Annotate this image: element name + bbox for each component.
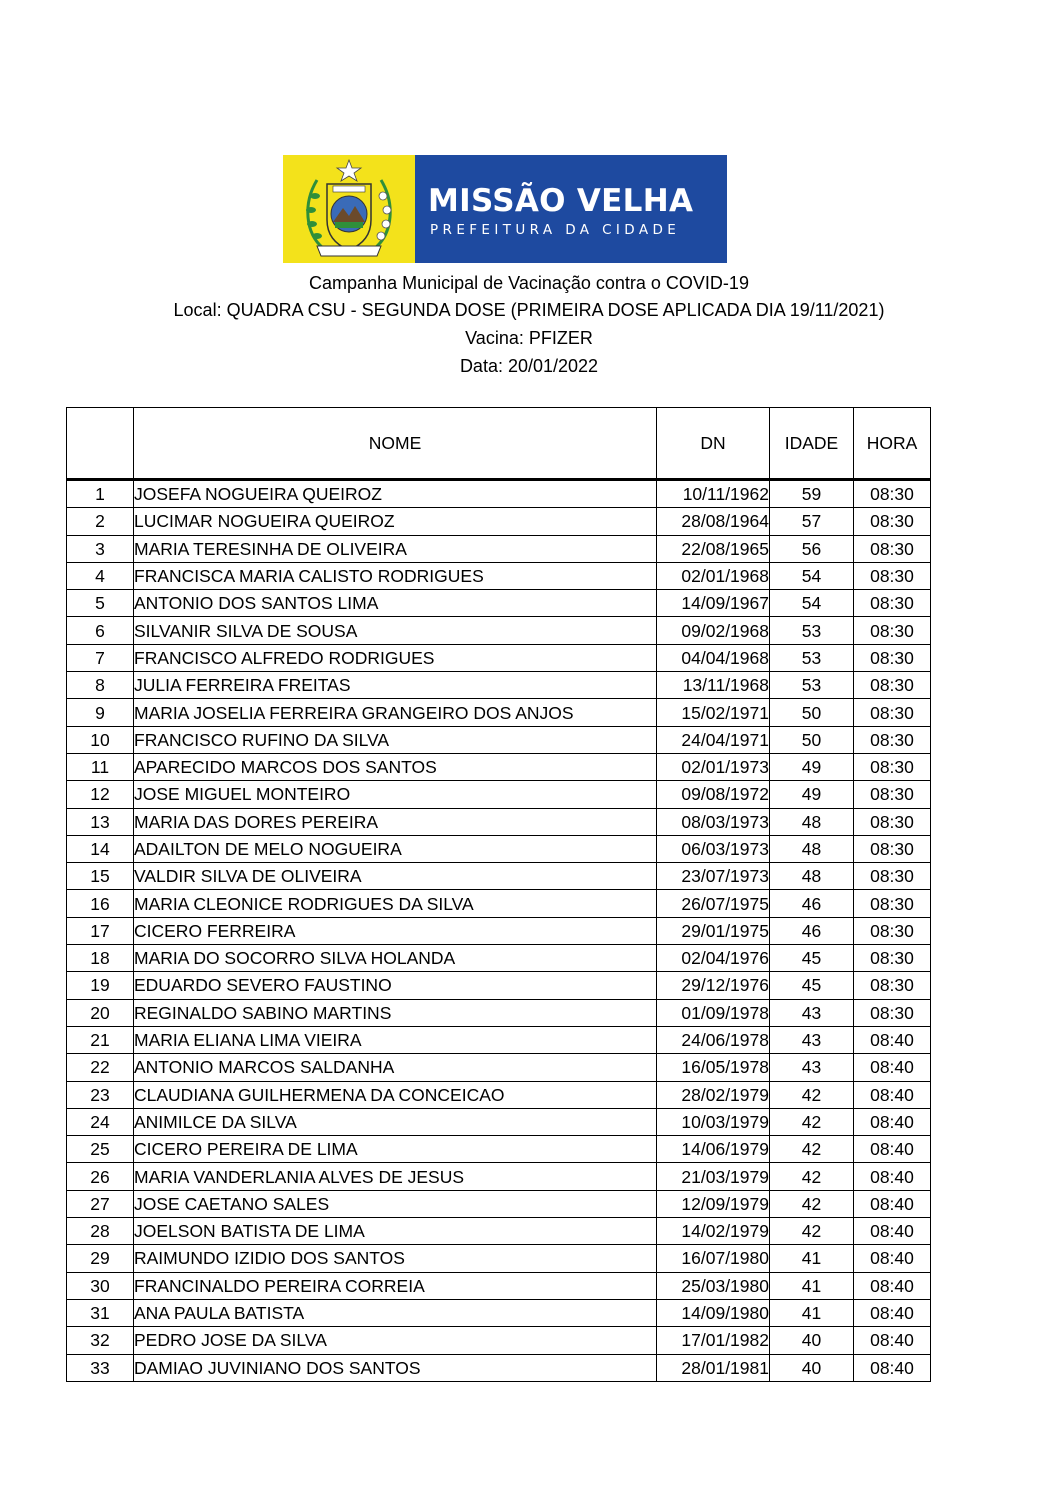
row-number: 20 — [67, 999, 134, 1026]
person-name: CICERO FERREIRA — [134, 917, 657, 944]
column-header-dn: DN — [657, 408, 770, 480]
table-row — [67, 1218, 931, 1245]
age: 46 — [770, 917, 854, 944]
table-row — [67, 672, 931, 699]
row-number: 8 — [67, 672, 134, 699]
birth-date: 02/01/1968 — [657, 562, 770, 589]
birth-date: 16/05/1978 — [657, 1054, 770, 1081]
person-name: JOSEFA NOGUEIRA QUEIROZ — [134, 480, 657, 508]
age: 49 — [770, 753, 854, 780]
row-number: 28 — [67, 1218, 134, 1245]
row-number: 6 — [67, 617, 134, 644]
person-name: MARIA CLEONICE RODRIGUES DA SILVA — [134, 890, 657, 917]
age: 40 — [770, 1354, 854, 1381]
row-number: 7 — [67, 644, 134, 671]
row-number: 3 — [67, 535, 134, 562]
municipal-seal-icon — [295, 158, 403, 260]
appointment-time: 08:30 — [854, 508, 931, 535]
age: 43 — [770, 999, 854, 1026]
row-number: 33 — [67, 1354, 134, 1381]
appointment-time: 08:40 — [854, 1054, 931, 1081]
birth-date: 14/09/1980 — [657, 1299, 770, 1326]
row-number: 4 — [67, 562, 134, 589]
logo-subtitle: PREFEITURA DA CIDADE — [430, 222, 681, 238]
appointment-time: 08:30 — [854, 972, 931, 999]
row-number: 9 — [67, 699, 134, 726]
row-number: 14 — [67, 835, 134, 862]
appointment-time: 08:40 — [854, 1026, 931, 1053]
table-row — [67, 480, 931, 508]
row-number: 29 — [67, 1245, 134, 1272]
row-number: 19 — [67, 972, 134, 999]
person-name: RAIMUNDO IZIDIO DOS SANTOS — [134, 1245, 657, 1272]
person-name: JOSE CAETANO SALES — [134, 1190, 657, 1217]
appointment-time: 08:40 — [854, 1354, 931, 1381]
table-row — [67, 808, 931, 835]
table-row — [67, 1245, 931, 1272]
table-row — [67, 1299, 931, 1326]
table-row — [67, 1272, 931, 1299]
appointment-time: 08:30 — [854, 781, 931, 808]
age: 42 — [770, 1081, 854, 1108]
table-row — [67, 1190, 931, 1217]
birth-date: 09/02/1968 — [657, 617, 770, 644]
row-number: 17 — [67, 917, 134, 944]
row-number: 32 — [67, 1327, 134, 1354]
row-number: 15 — [67, 863, 134, 890]
row-number: 11 — [67, 753, 134, 780]
row-number: 24 — [67, 1108, 134, 1135]
person-name: REGINALDO SABINO MARTINS — [134, 999, 657, 1026]
table-row — [67, 590, 931, 617]
appointment-time: 08:40 — [854, 1136, 931, 1163]
age: 45 — [770, 945, 854, 972]
appointment-time: 08:30 — [854, 590, 931, 617]
table-row — [67, 972, 931, 999]
table-row — [67, 917, 931, 944]
birth-date: 14/09/1967 — [657, 590, 770, 617]
age: 48 — [770, 835, 854, 862]
table-row — [67, 863, 931, 890]
person-name: LUCIMAR NOGUEIRA QUEIROZ — [134, 508, 657, 535]
row-number: 10 — [67, 726, 134, 753]
person-name: FRANCISCO RUFINO DA SILVA — [134, 726, 657, 753]
birth-date: 24/06/1978 — [657, 1026, 770, 1053]
appointment-time: 08:30 — [854, 699, 931, 726]
person-name: MARIA DO SOCORRO SILVA HOLANDA — [134, 945, 657, 972]
appointment-time: 08:30 — [854, 808, 931, 835]
person-name: EDUARDO SEVERO FAUSTINO — [134, 972, 657, 999]
age: 48 — [770, 808, 854, 835]
birth-date: 25/03/1980 — [657, 1272, 770, 1299]
person-name: ANTONIO DOS SANTOS LIMA — [134, 590, 657, 617]
row-number: 1 — [67, 480, 134, 508]
table-row — [67, 726, 931, 753]
age: 54 — [770, 590, 854, 617]
age: 45 — [770, 972, 854, 999]
age: 54 — [770, 562, 854, 589]
age: 46 — [770, 890, 854, 917]
birth-date: 29/12/1976 — [657, 972, 770, 999]
vaccine-line: Vacina: PFIZER — [465, 328, 593, 348]
campaign-title: Campanha Municipal de Vacinação contra o COVID-19 — [309, 273, 749, 293]
column-header-number — [67, 408, 134, 480]
city-logo-banner — [283, 155, 727, 263]
person-name: MARIA ELIANA LIMA VIEIRA — [134, 1026, 657, 1053]
birth-date: 17/01/1982 — [657, 1327, 770, 1354]
birth-date: 14/06/1979 — [657, 1136, 770, 1163]
age: 53 — [770, 672, 854, 699]
row-number: 12 — [67, 781, 134, 808]
table-row — [67, 1354, 931, 1381]
table-row — [67, 535, 931, 562]
row-number: 23 — [67, 1081, 134, 1108]
appointment-time: 08:40 — [854, 1327, 931, 1354]
table-row — [67, 781, 931, 808]
appointment-time: 08:30 — [854, 753, 931, 780]
table-row — [67, 1054, 931, 1081]
row-number: 5 — [67, 590, 134, 617]
row-number: 16 — [67, 890, 134, 917]
appointment-time: 08:40 — [854, 1218, 931, 1245]
table-row — [67, 945, 931, 972]
birth-date: 16/07/1980 — [657, 1245, 770, 1272]
person-name: FRANCISCO ALFREDO RODRIGUES — [134, 644, 657, 671]
table-row — [67, 508, 931, 535]
table-row — [67, 617, 931, 644]
appointment-time: 08:30 — [854, 726, 931, 753]
appointment-time: 08:40 — [854, 1163, 931, 1190]
person-name: APARECIDO MARCOS DOS SANTOS — [134, 753, 657, 780]
appointment-time: 08:30 — [854, 562, 931, 589]
age: 49 — [770, 781, 854, 808]
person-name: MARIA DAS DORES PEREIRA — [134, 808, 657, 835]
person-name: CICERO PEREIRA DE LIMA — [134, 1136, 657, 1163]
table-row — [67, 1026, 931, 1053]
birth-date: 22/08/1965 — [657, 535, 770, 562]
person-name: VALDIR SILVA DE OLIVEIRA — [134, 863, 657, 890]
age: 50 — [770, 726, 854, 753]
birth-date: 12/09/1979 — [657, 1190, 770, 1217]
table-row — [67, 999, 931, 1026]
location-line: Local: QUADRA CSU - SEGUNDA DOSE (PRIMEIRA DOSE APLICADA DIA 19/11/2021) — [173, 300, 885, 320]
table-row — [67, 699, 931, 726]
column-header-nome: NOME — [134, 408, 657, 480]
age: 56 — [770, 535, 854, 562]
birth-date: 02/04/1976 — [657, 945, 770, 972]
age: 42 — [770, 1108, 854, 1135]
age: 40 — [770, 1327, 854, 1354]
date-line: Data: 20/01/2022 — [459, 356, 599, 376]
birth-date: 28/08/1964 — [657, 508, 770, 535]
age: 42 — [770, 1136, 854, 1163]
birth-date: 08/03/1973 — [657, 808, 770, 835]
age: 48 — [770, 863, 854, 890]
person-name: JOELSON BATISTA DE LIMA — [134, 1218, 657, 1245]
birth-date: 02/01/1973 — [657, 753, 770, 780]
person-name: ANIMILCE DA SILVA — [134, 1108, 657, 1135]
birth-date: 28/01/1981 — [657, 1354, 770, 1381]
age: 53 — [770, 617, 854, 644]
appointment-time: 08:30 — [854, 480, 931, 508]
appointment-time: 08:30 — [854, 890, 931, 917]
age: 59 — [770, 480, 854, 508]
table-row — [67, 753, 931, 780]
table-row — [67, 644, 931, 671]
age: 42 — [770, 1163, 854, 1190]
person-name: FRANCISCA MARIA CALISTO RODRIGUES — [134, 562, 657, 589]
table-row — [67, 835, 931, 862]
birth-date: 24/04/1971 — [657, 726, 770, 753]
person-name: ADAILTON DE MELO NOGUEIRA — [134, 835, 657, 862]
age: 41 — [770, 1299, 854, 1326]
birth-date: 15/02/1971 — [657, 699, 770, 726]
table-row — [67, 562, 931, 589]
person-name: DAMIAO JUVINIANO DOS SANTOS — [134, 1354, 657, 1381]
age: 43 — [770, 1026, 854, 1053]
birth-date: 06/03/1973 — [657, 835, 770, 862]
vaccination-list-table — [66, 407, 931, 1382]
table-row — [67, 1081, 931, 1108]
birth-date: 14/02/1979 — [657, 1218, 770, 1245]
appointment-time: 08:40 — [854, 1190, 931, 1217]
appointment-time: 08:30 — [854, 835, 931, 862]
table-row — [67, 1136, 931, 1163]
appointment-time: 08:30 — [854, 863, 931, 890]
appointment-time: 08:40 — [854, 1245, 931, 1272]
age: 41 — [770, 1245, 854, 1272]
row-number: 31 — [67, 1299, 134, 1326]
table-header-row — [67, 408, 931, 480]
table-row — [67, 1163, 931, 1190]
appointment-time: 08:30 — [854, 999, 931, 1026]
age: 42 — [770, 1190, 854, 1217]
birth-date: 23/07/1973 — [657, 863, 770, 890]
birth-date: 10/03/1979 — [657, 1108, 770, 1135]
row-number: 22 — [67, 1054, 134, 1081]
age: 57 — [770, 508, 854, 535]
birth-date: 13/11/1968 — [657, 672, 770, 699]
birth-date: 21/03/1979 — [657, 1163, 770, 1190]
person-name: JULIA FERREIRA FREITAS — [134, 672, 657, 699]
birth-date: 04/04/1968 — [657, 644, 770, 671]
person-name: PEDRO JOSE DA SILVA — [134, 1327, 657, 1354]
row-number: 2 — [67, 508, 134, 535]
person-name: MARIA JOSELIA FERREIRA GRANGEIRO DOS ANJOS — [134, 699, 657, 726]
birth-date: 26/07/1975 — [657, 890, 770, 917]
person-name: SILVANIR SILVA DE SOUSA — [134, 617, 657, 644]
appointment-time: 08:30 — [854, 535, 931, 562]
appointment-time: 08:40 — [854, 1108, 931, 1135]
appointment-time: 08:40 — [854, 1299, 931, 1326]
age: 50 — [770, 699, 854, 726]
row-number: 30 — [67, 1272, 134, 1299]
person-name: MARIA VANDERLANIA ALVES DE JESUS — [134, 1163, 657, 1190]
row-number: 21 — [67, 1026, 134, 1053]
person-name: ANA PAULA BATISTA — [134, 1299, 657, 1326]
person-name: CLAUDIANA GUILHERMENA DA CONCEICAO — [134, 1081, 657, 1108]
appointment-time: 08:30 — [854, 617, 931, 644]
person-name: ANTONIO MARCOS SALDANHA — [134, 1054, 657, 1081]
person-name: MARIA TERESINHA DE OLIVEIRA — [134, 535, 657, 562]
age: 41 — [770, 1272, 854, 1299]
birth-date: 01/09/1978 — [657, 999, 770, 1026]
appointment-time: 08:30 — [854, 672, 931, 699]
appointment-time: 08:30 — [854, 644, 931, 671]
row-number: 27 — [67, 1190, 134, 1217]
column-header-idade: IDADE — [770, 408, 854, 480]
birth-date: 09/08/1972 — [657, 781, 770, 808]
person-name: JOSE MIGUEL MONTEIRO — [134, 781, 657, 808]
row-number: 26 — [67, 1163, 134, 1190]
logo-city-name: MISSÃO VELHA — [428, 183, 694, 219]
age: 53 — [770, 644, 854, 671]
row-number: 18 — [67, 945, 134, 972]
appointment-time: 08:30 — [854, 945, 931, 972]
appointment-time: 08:40 — [854, 1272, 931, 1299]
person-name: FRANCINALDO PEREIRA CORREIA — [134, 1272, 657, 1299]
birth-date: 29/01/1975 — [657, 917, 770, 944]
column-header-hora: HORA — [854, 408, 931, 480]
birth-date: 10/11/1962 — [657, 480, 770, 508]
appointment-time: 08:30 — [854, 917, 931, 944]
age: 43 — [770, 1054, 854, 1081]
row-number: 13 — [67, 808, 134, 835]
table-row — [67, 890, 931, 917]
row-number: 25 — [67, 1136, 134, 1163]
birth-date: 28/02/1979 — [657, 1081, 770, 1108]
age: 42 — [770, 1218, 854, 1245]
appointment-time: 08:40 — [854, 1081, 931, 1108]
table-row — [67, 1108, 931, 1135]
table-row — [67, 1327, 931, 1354]
